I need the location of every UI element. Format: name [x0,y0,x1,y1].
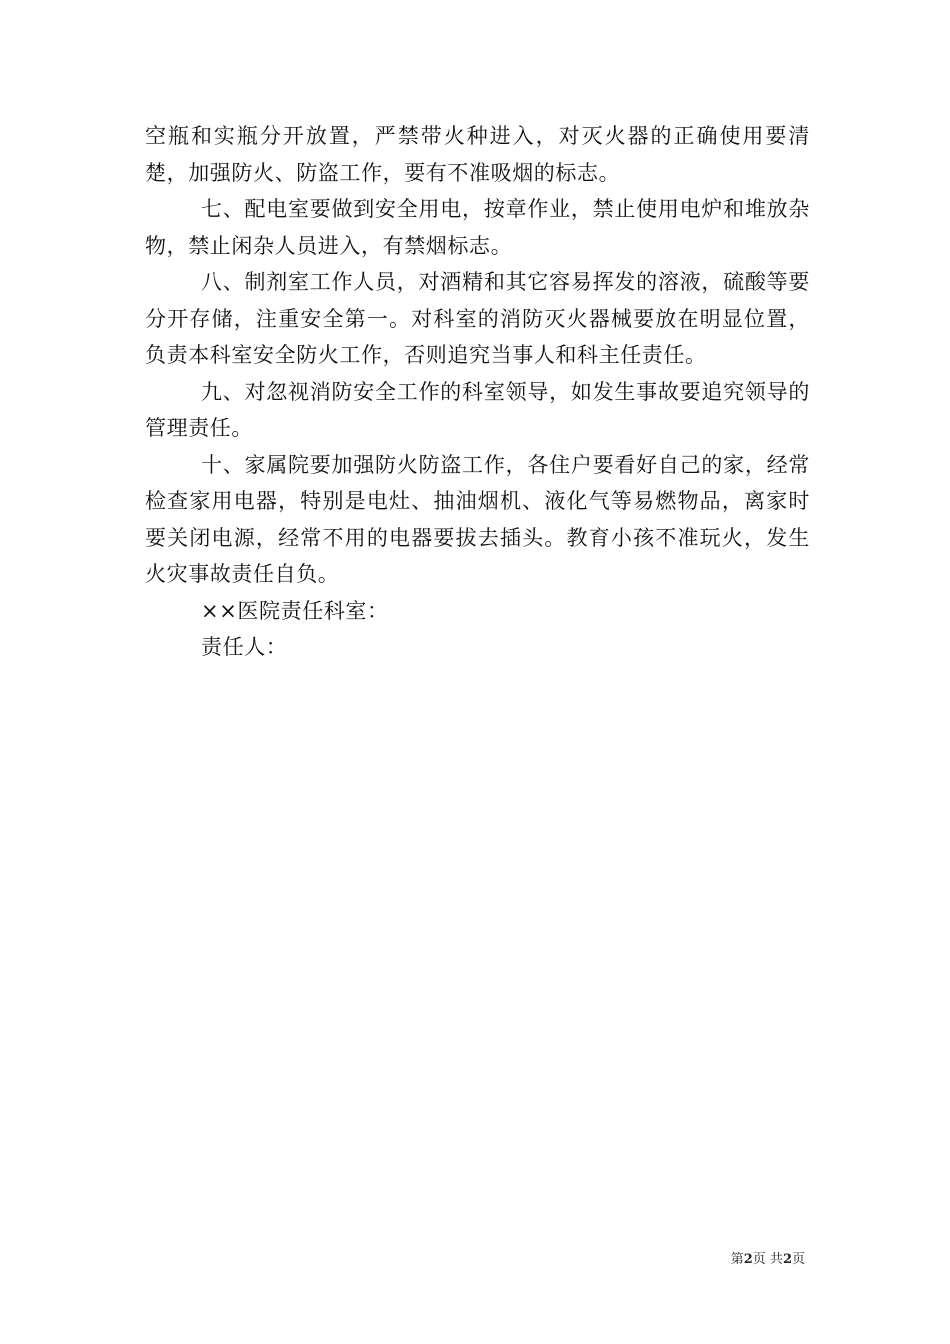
footer-prefix: 第 [730,1252,744,1267]
responsible-department-line: ××医院责任科室： [201,598,389,623]
paragraph-item-8: 八、制剂室工作人员，对酒精和其它容易挥发的溶液，硫酸等要分开存储，注重安全第一。对科室的消防灭火器械要放在明显位置，负责本科室安全防火工作，否则追究当事人和科主任责任。 [145,270,810,367]
page-number-footer [731,1248,805,1267]
paragraph-item-9: 九、对忽视消防安全工作的科室领导，如发生事故要追究领导的管理责任。 [145,379,810,440]
paragraph-item-10: 十、家属院要加强防火防盗工作，各住户要看好自己的家，经常检查家用电器，特别是电灶、抽油烟机、液化气等易燃物品，离家时要关闭电源，经常不用的电器要拔去插头。教育小孩不准玩火，发生火灾事故责任自负。 [145,452,810,586]
paragraph-item-7: 七、配电室要做到安全用电，按章作业，禁止使用电炉和堆放杂物，禁止闲杂人员进入，有禁烟标志。 [145,197,810,258]
footer-suffix: 页 [791,1252,805,1267]
footer-middle: 页 共 [752,1252,783,1267]
responsible-person-line: 责任人： [201,635,288,659]
footer-current-page: 2 [743,1252,753,1267]
document-body [145,118,810,666]
footer-total-pages: 2 [782,1252,792,1267]
paragraph-continuation: 空瓶和实瓶分开放置，严禁带火种进入，对灭火器的正确使用要清楚，加强防火、防盗工作，要有不准吸烟的标志。 [145,124,810,185]
